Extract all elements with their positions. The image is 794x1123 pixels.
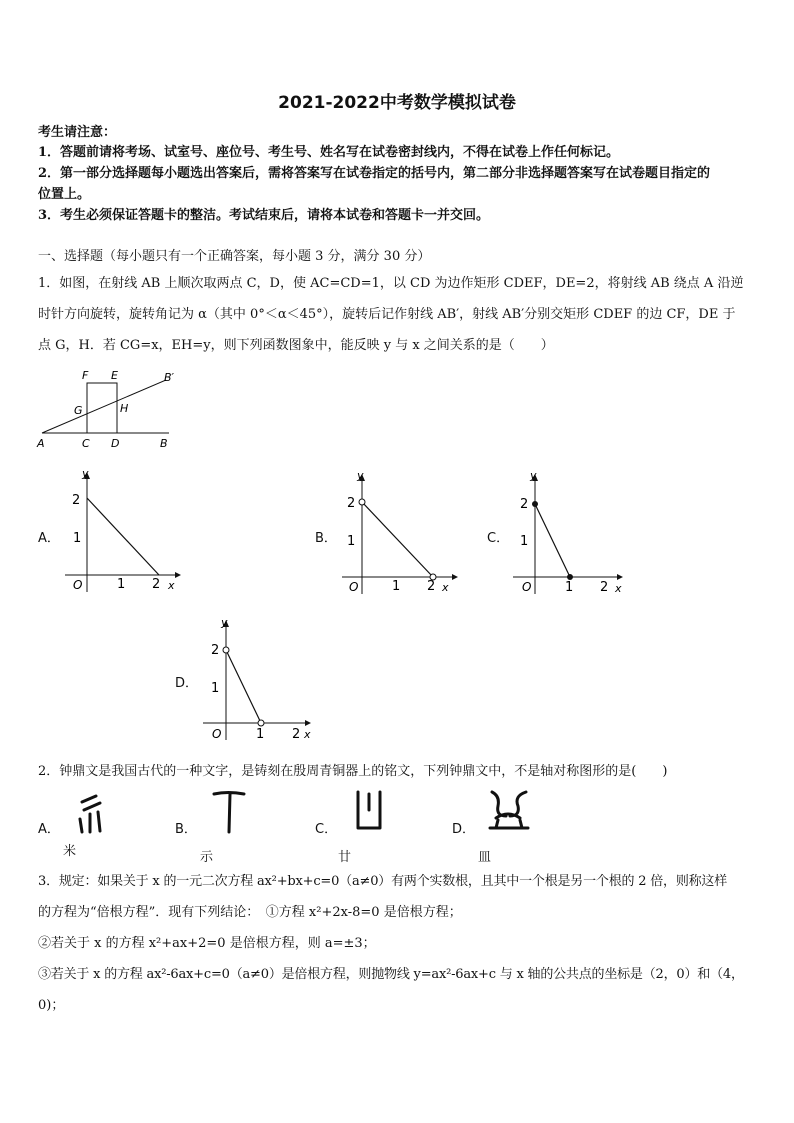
option-b-label[interactable]: B． [175,822,197,837]
bronze-glyph-min [486,786,532,836]
glyph-caption: 米 [63,844,77,859]
graph-option-a [60,467,185,595]
glyph-caption: 皿 [478,850,492,865]
bronze-glyph-mi [74,788,114,836]
svg-text:O: O [73,578,83,592]
section-heading: 一、选择题（每小题只有一个正确答案，每小题 3 分，满分 30 分） [38,249,431,264]
svg-text:O: O [212,727,222,741]
svg-text:1: 1 [117,577,126,592]
bronze-glyph-shi [210,788,250,836]
question-3-line: 3．规定：如果关于 x 的一元二次方程 ax²+bx+c=0（a≠0）有两个实数根，且其中一个根是另一个根的 2 倍，则称这样 [38,874,728,889]
svg-text:O: O [522,580,532,594]
option-a-label[interactable]: A． [38,531,60,546]
bronze-glyph-nian [350,788,390,836]
option-d-label[interactable]: D． [175,676,199,691]
svg-text:1: 1 [73,531,82,546]
svg-text:2: 2 [152,577,161,592]
label-f: F [82,369,89,382]
svg-text:y: y [221,616,228,629]
glyph-caption: 示 [200,850,214,865]
question-1-line: 点 G，H．若 CG=x，EH=y，则下列函数图象中，能反映 y 与 x 之间关系的是（ ） [38,338,554,353]
option-c-label[interactable]: C． [315,822,338,837]
svg-text:1: 1 [565,580,574,595]
notice-item: 2．第一部分选择题每小题选出答案后，需将答案写在试卷指定的括号内，第二部分非选择题答案写在试卷题目指定的 [38,166,711,181]
svg-text:1: 1 [347,534,356,549]
svg-text:y: y [82,467,89,480]
label-g: G [74,404,83,417]
label-d: D [111,437,120,450]
option-b-label[interactable]: B． [315,531,337,546]
svg-text:1: 1 [211,681,220,696]
svg-text:2: 2 [211,643,220,658]
label-e: E [111,369,118,382]
svg-text:1: 1 [256,727,265,742]
svg-text:x: x [615,582,622,595]
svg-text:1: 1 [392,579,401,594]
notice-heading: 考生请注意： [38,125,117,140]
svg-text:1: 1 [520,534,529,549]
svg-text:x: x [304,728,311,741]
graph-option-b [337,469,462,597]
svg-text:2: 2 [347,496,356,511]
label-h: H [120,402,129,415]
page-title: 2021-2022中考数学模拟试卷 [278,93,516,113]
glyph-caption: 廿 [338,850,352,865]
svg-text:O: O [349,580,359,594]
notice-item: 1．答题前请将考场、试室号、座位号、考生号、姓名写在试卷密封线内，不得在试卷上作任何标记。 [38,145,620,160]
notice-item: 3．考生必须保证答题卡的整洁。考试结束后，请将本试卷和答题卡一并交回。 [38,208,490,223]
question-2-text: 2．钟鼎文是我国古代的一种文字，是铸刻在殷周青铜器上的铭文，下列钟鼎文中，不是轴对称图形的是( ) [38,764,668,779]
svg-text:2: 2 [427,579,436,594]
label-a: A [37,437,45,450]
svg-text:2: 2 [520,497,529,512]
option-d-label[interactable]: D． [452,822,476,837]
question-3-line: ②若关于 x 的方程 x²+ax+2=0 是倍根方程，则 a=±3； [38,936,376,951]
svg-text:x: x [168,579,175,592]
svg-text:2: 2 [292,727,301,742]
svg-text:2: 2 [72,493,81,508]
geometry-figure [34,365,184,455]
svg-text:y: y [530,469,537,482]
option-a-label[interactable]: A． [38,822,60,837]
label-b: B [160,437,168,450]
graph-option-d [200,615,325,743]
question-1-line: 时针方向旋转，旋转角记为 α（其中 0°＜α＜45°），旋转后记作射线 AB′，射线 AB′分别交矩形 CDEF 的边 CF，DE 于 [38,307,736,322]
svg-text:2: 2 [600,580,609,595]
graph-option-c [510,469,635,597]
question-3-line: 的方程为“倍根方程”．现有下列结论： ①方程 x²+2x-8=0 是倍根方程； [38,905,462,920]
svg-text:x: x [442,581,449,594]
question-3-line: ③若关于 x 的方程 ax²-6ax+c=0（a≠0）是倍根方程，则抛物线 y=ax²-6ax+c 与 x 轴的公共点的坐标是（2，0）和（4， [38,967,744,982]
question-1-line: 1．如图，在射线 AB 上顺次取两点 C，D，使 AC=CD=1，以 CD 为边作矩形 CDEF，DE=2，将射线 AB 绕点 A 沿逆 [38,276,744,291]
option-c-label[interactable]: C． [487,531,510,546]
label-bprime: B′ [164,371,175,384]
svg-text:y: y [357,469,364,482]
label-c: C [82,437,90,450]
question-3-line: 0)； [38,998,65,1013]
notice-item: 位置上。 [38,187,91,202]
